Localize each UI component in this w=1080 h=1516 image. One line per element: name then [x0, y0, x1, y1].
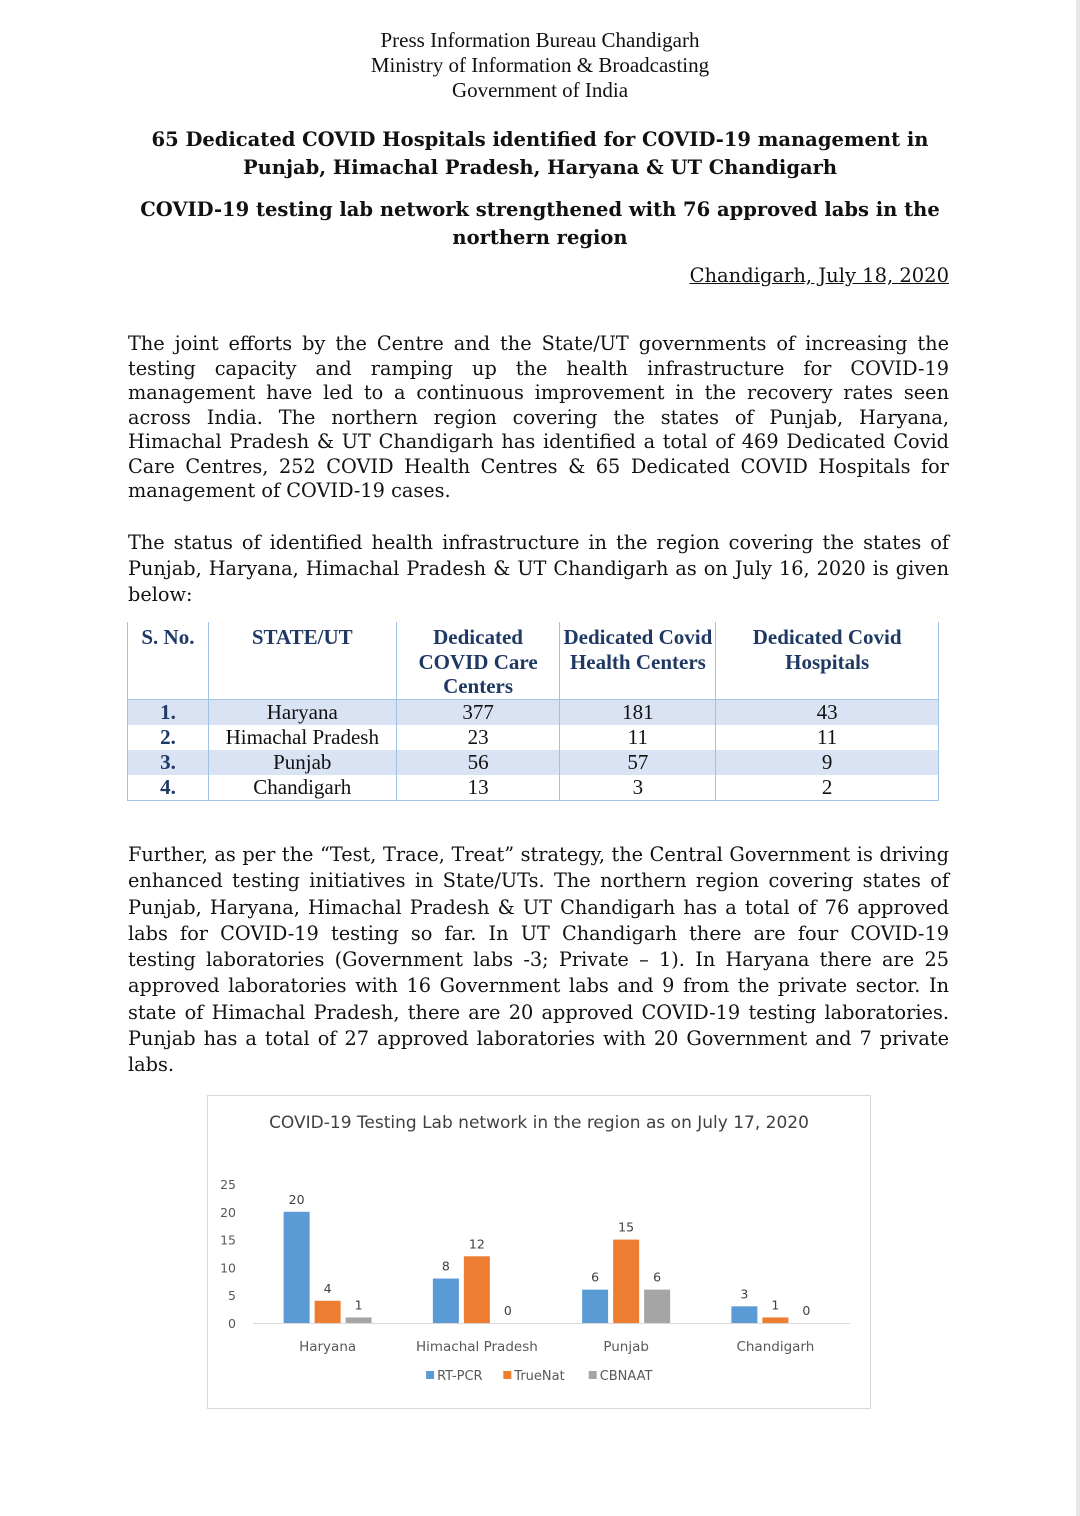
paragraph-intro: The joint efforts by the Centre and the State/UT governments of increasing the testing capacity and ramping up the health infrastructure for COVID-19 management have led to a continuous improvement in the recovery rates seen across India. The northern region covering the states of Punjab, Haryana, Himachal Pradesh & UT Chandigarh has identified a total of 469 Dedicated Covid Care Centres, 252 COVID Health Centres & 65 Dedicated COVID Hospitals for management of COVID-19 cases.: [128, 332, 949, 502]
y-tick-label: 15: [220, 1232, 236, 1248]
header-care-centers: Dedicated COVID Care Centers: [396, 622, 560, 699]
bar-truenat: [762, 1317, 788, 1323]
header-sno: S. No.: [128, 622, 209, 699]
table-row: [128, 725, 939, 750]
cell-care-centers: 377: [396, 699, 560, 725]
chart-title: COVID-19 Testing Lab network in the region as on July 17, 2020: [269, 1113, 809, 1133]
category-label: Haryana: [299, 1339, 357, 1355]
data-label: 6: [653, 1269, 662, 1285]
legend-label: RT-PCR: [437, 1369, 483, 1384]
testing-lab-chart: [207, 1095, 871, 1409]
chart-canvas: [208, 1096, 870, 1408]
bar-truenat: [464, 1256, 490, 1323]
y-tick-label: 10: [220, 1260, 236, 1276]
bar-truenat: [613, 1240, 639, 1323]
cell-sno: 2.: [128, 725, 209, 750]
cell-health-centers: 3: [560, 775, 716, 801]
cell-care-centers: 13: [396, 775, 560, 801]
headline-hospitals: 65 Dedicated COVID Hospitals identified for COVID-19 management in Punjab, Himachal Pradesh, Haryana & UT Chandigarh: [151, 128, 929, 179]
bar-truenat: [315, 1301, 341, 1323]
category-label: Himachal Pradesh: [415, 1339, 538, 1355]
header-line-government: Government of India: [451, 78, 629, 102]
health-infrastructure-table: [127, 622, 939, 801]
data-label: 0: [802, 1303, 811, 1318]
cell-health-centers: 57: [560, 750, 716, 775]
bar-cbnaat: [346, 1317, 372, 1323]
cell-hospitals: 43: [716, 699, 939, 725]
cell-hospitals: 11: [716, 725, 939, 750]
bar-rt-pcr: [582, 1290, 608, 1323]
table-row: [128, 775, 939, 801]
cell-health-centers: 11: [560, 725, 716, 750]
category-label: Punjab: [603, 1339, 649, 1355]
legend-label: CBNAAT: [599, 1369, 653, 1384]
cell-sno: 4.: [128, 775, 209, 801]
data-label: 1: [354, 1297, 363, 1313]
paragraph-testing: Further, as per the “Test, Trace, Treat” strategy, the Central Government is driving enhanced testing initiatives in State/UTs. The northern region covering states of Punjab, Haryana, Himachal Pradesh & UT Chandigarh has a total of 76 approved labs for COVID-19 testing so far. In UT Chandigarh there are four COVID-19 testing laboratories (Government labs -3; Private – 1). In Haryana there are 25 approved laboratories with 16 Government labs and 9 from the private sector. In state of Himachal Pradesh, there are 20 approved COVID-19 testing laboratories. Punjab has a total of 27 approved laboratories with 20 Government and 7 private labs.: [128, 843, 949, 1077]
data-label: 12: [468, 1236, 485, 1252]
cell-state: Himachal Pradesh: [208, 725, 396, 750]
bar-cbnaat: [644, 1290, 670, 1323]
cell-health-centers: 181: [560, 699, 716, 725]
header-hospitals: Dedicated Covid Hospitals: [716, 622, 939, 699]
data-label: 8: [441, 1258, 450, 1274]
header-health-centers: Dedicated Covid Health Centers: [560, 622, 716, 699]
cell-sno: 3.: [128, 750, 209, 775]
cell-hospitals: 9: [716, 750, 939, 775]
data-label: 4: [323, 1280, 332, 1296]
y-tick-label: 5: [228, 1288, 236, 1304]
y-tick-label: 0: [228, 1316, 236, 1331]
legend-swatch: [426, 1371, 434, 1379]
bar-rt-pcr: [433, 1279, 459, 1323]
bar-rt-pcr: [284, 1212, 310, 1323]
cell-sno: 1.: [128, 699, 209, 725]
table-row: [128, 750, 939, 775]
cell-care-centers: 23: [396, 725, 560, 750]
header-state: STATE/UT: [208, 622, 396, 699]
header-line-ministry: Ministry of Information & Broadcasting: [370, 53, 710, 77]
paragraph-status: The status of identified health infrastructure in the region covering the states of Punjab, Haryana, Himachal Pradesh & UT Chandigarh as on July 16, 2020 is given below:: [128, 531, 949, 606]
cell-state: Haryana: [208, 699, 396, 725]
data-label: 0: [503, 1303, 512, 1318]
y-tick-label: 20: [220, 1204, 236, 1220]
legend-swatch: [589, 1371, 597, 1379]
data-label: 3: [740, 1286, 749, 1302]
table-row: [128, 699, 939, 725]
cell-care-centers: 56: [396, 750, 560, 775]
category-label: Chandigarh: [736, 1339, 815, 1355]
dateline: Chandigarh, July 18, 2020: [689, 264, 949, 287]
data-label: 1: [771, 1297, 780, 1313]
cell-hospitals: 2: [716, 775, 939, 801]
data-label: 15: [618, 1219, 635, 1235]
data-label: 6: [591, 1269, 600, 1285]
bar-rt-pcr: [731, 1306, 757, 1323]
legend-label: TrueNat: [514, 1369, 565, 1384]
data-label: 20: [288, 1191, 305, 1207]
header-line-bureau: Press Information Bureau Chandigarh: [380, 28, 700, 52]
cell-state: Punjab: [208, 750, 396, 775]
y-tick-label: 25: [220, 1177, 236, 1192]
page-edge: [1076, 0, 1080, 1516]
headline-testing-labs: COVID-19 testing lab network strengthened with 76 approved labs in the northern region: [140, 198, 940, 249]
legend-swatch: [503, 1371, 511, 1379]
pib-header: [0, 28, 1080, 103]
table-header-row: [128, 622, 939, 699]
cell-state: Chandigarh: [208, 775, 396, 801]
